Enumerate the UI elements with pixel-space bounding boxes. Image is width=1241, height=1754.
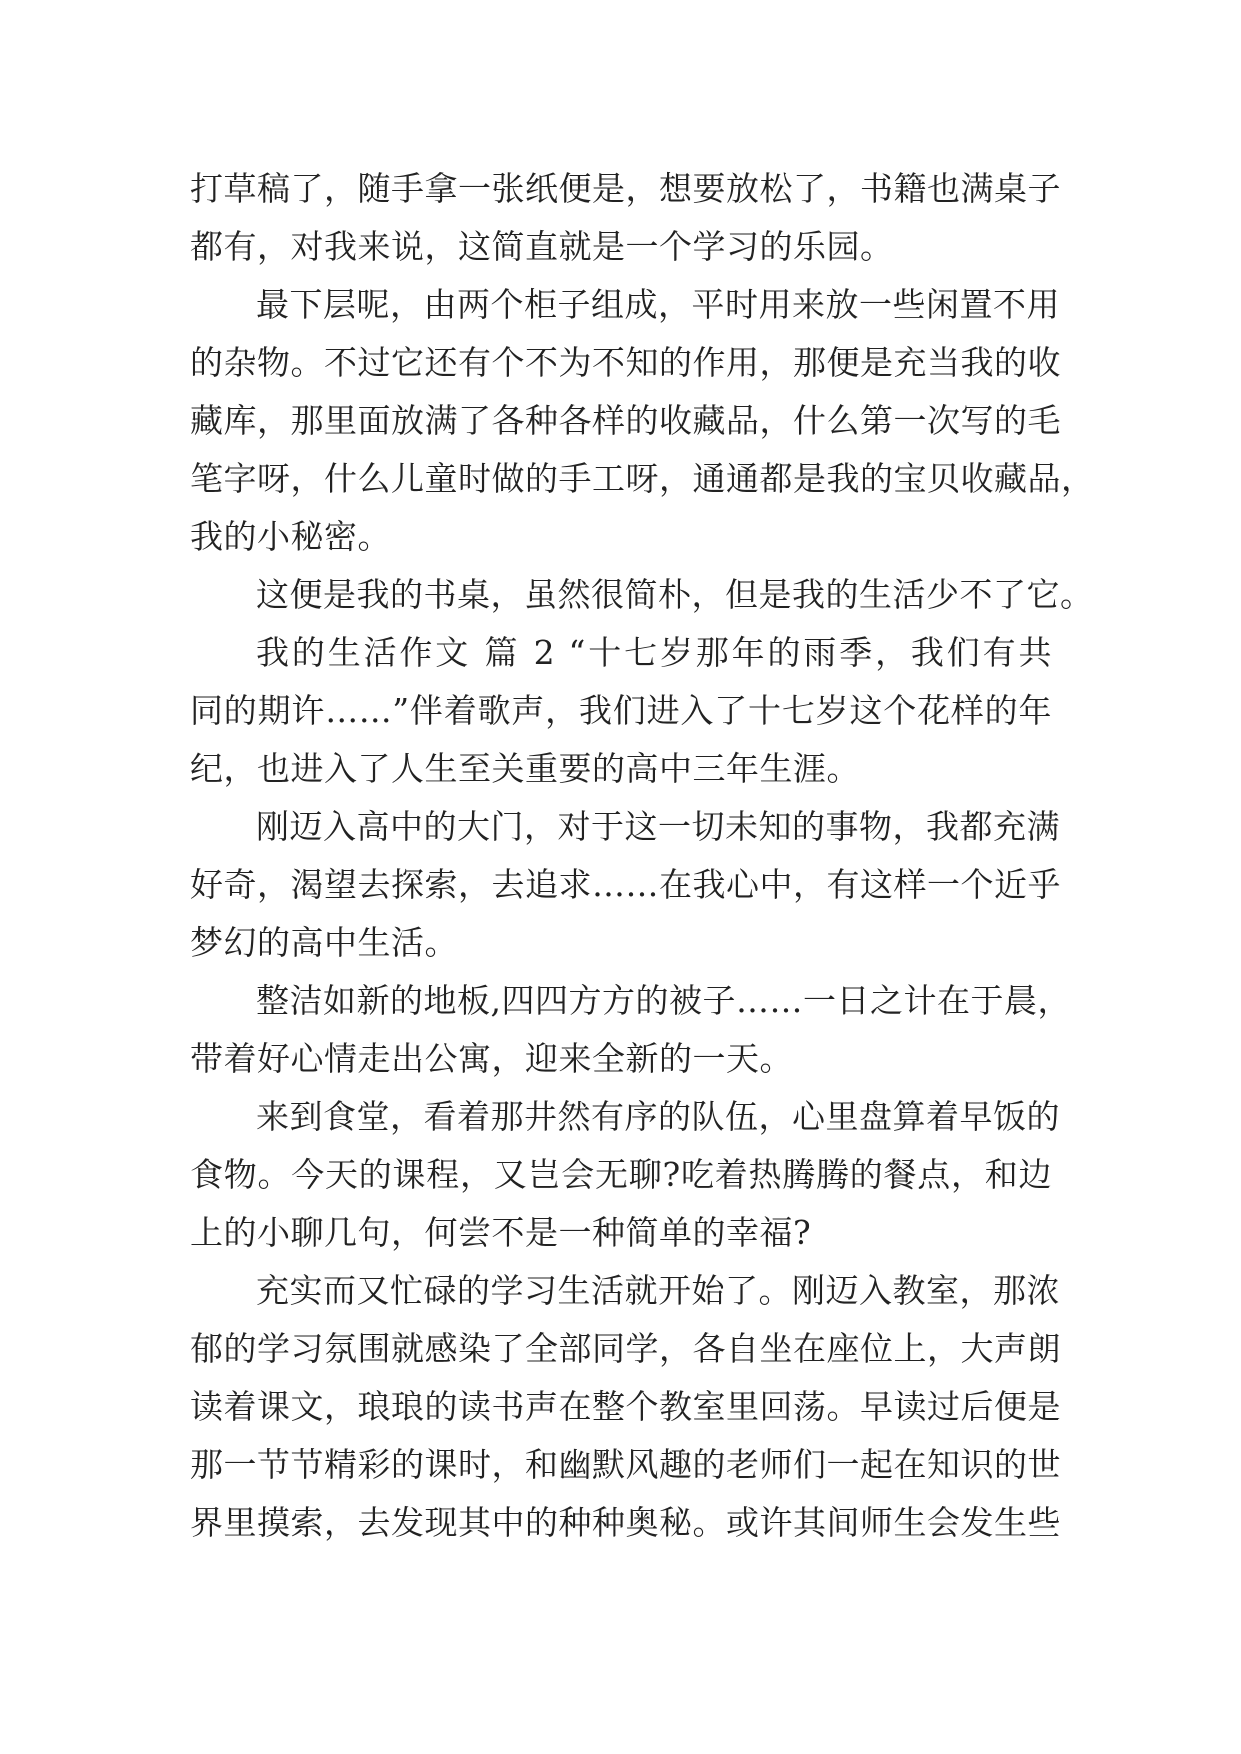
paragraph-start-line: 刚迈入高中的大门，对于这一切未知的事物，我都充满 (256, 807, 1060, 846)
text-line: 打草稿了，随手拿一张纸便是，想要放松了，书籍也满桌子 (190, 169, 1061, 208)
paragraph-start-line: 充实而又忙碌的学习生活就开始了。刚迈入教室，那浓 (256, 1271, 1060, 1310)
text-line: 上的小聊几句，何尝不是一种简单的幸福? (190, 1213, 812, 1252)
text-line: 同的期许……”伴着歌声，我们进入了十七岁这个花样的年 (190, 691, 1052, 730)
paragraph-start-line: 整洁如新的地板,四四方方的被子……一日之计在于晨， (256, 981, 1071, 1020)
paragraph-start-line: 来到食堂，看着那井然有序的队伍，心里盘算着早饭的 (256, 1097, 1060, 1136)
text-line: 纪，也进入了人生至关重要的高中三年生涯。 (190, 749, 860, 788)
text-line: 读着课文，琅琅的读书声在整个教室里回荡。早读过后便是 (190, 1387, 1061, 1426)
text-line: 带着好心情走出公寓，迎来全新的一天。 (190, 1039, 793, 1078)
essay-body (190, 160, 1095, 1552)
text-line: 梦幻的高中生活。 (190, 923, 458, 962)
text-line: 笔字呀，什么儿童时做的手工呀，通通都是我的宝贝收藏品， (190, 459, 1095, 498)
paragraph-start-line: 最下层呢，由两个柜子组成，平时用来放一些闲置不用 (256, 285, 1060, 324)
text-line: 都有，对我来说，这简直就是一个学习的乐园。 (190, 227, 894, 266)
text-line: 我的小秘密。 (190, 517, 391, 556)
text-line: 郁的学习氛围就感染了全部同学，各自坐在座位上，大声朗 (190, 1329, 1061, 1368)
text-line: 食物。今天的课程，又岂会无聊?吃着热腾腾的餐点，和边 (190, 1155, 1052, 1194)
section-heading-line: 我的生活作文 篇 2 “十七岁那年的雨季，我们有共 (256, 633, 1052, 672)
text-line: 藏库，那里面放满了各种各样的收藏品，什么第一次写的毛 (190, 401, 1061, 440)
text-line: 好奇，渴望去探索，去追求……在我心中，有这样一个近乎 (190, 865, 1061, 904)
text-line: 那一节节精彩的课时，和幽默风趣的老师们一起在知识的世 (190, 1445, 1061, 1484)
text-line: 的杂物。不过它还有个不为不知的作用，那便是充当我的收 (190, 343, 1061, 382)
text-line: 界里摸索，去发现其中的种种奥秘。或许其间师生会发生些 (190, 1503, 1061, 1542)
paragraph-start-line: 这便是我的书桌，虽然很简朴，但是我的生活少不了它。 (256, 575, 1094, 614)
